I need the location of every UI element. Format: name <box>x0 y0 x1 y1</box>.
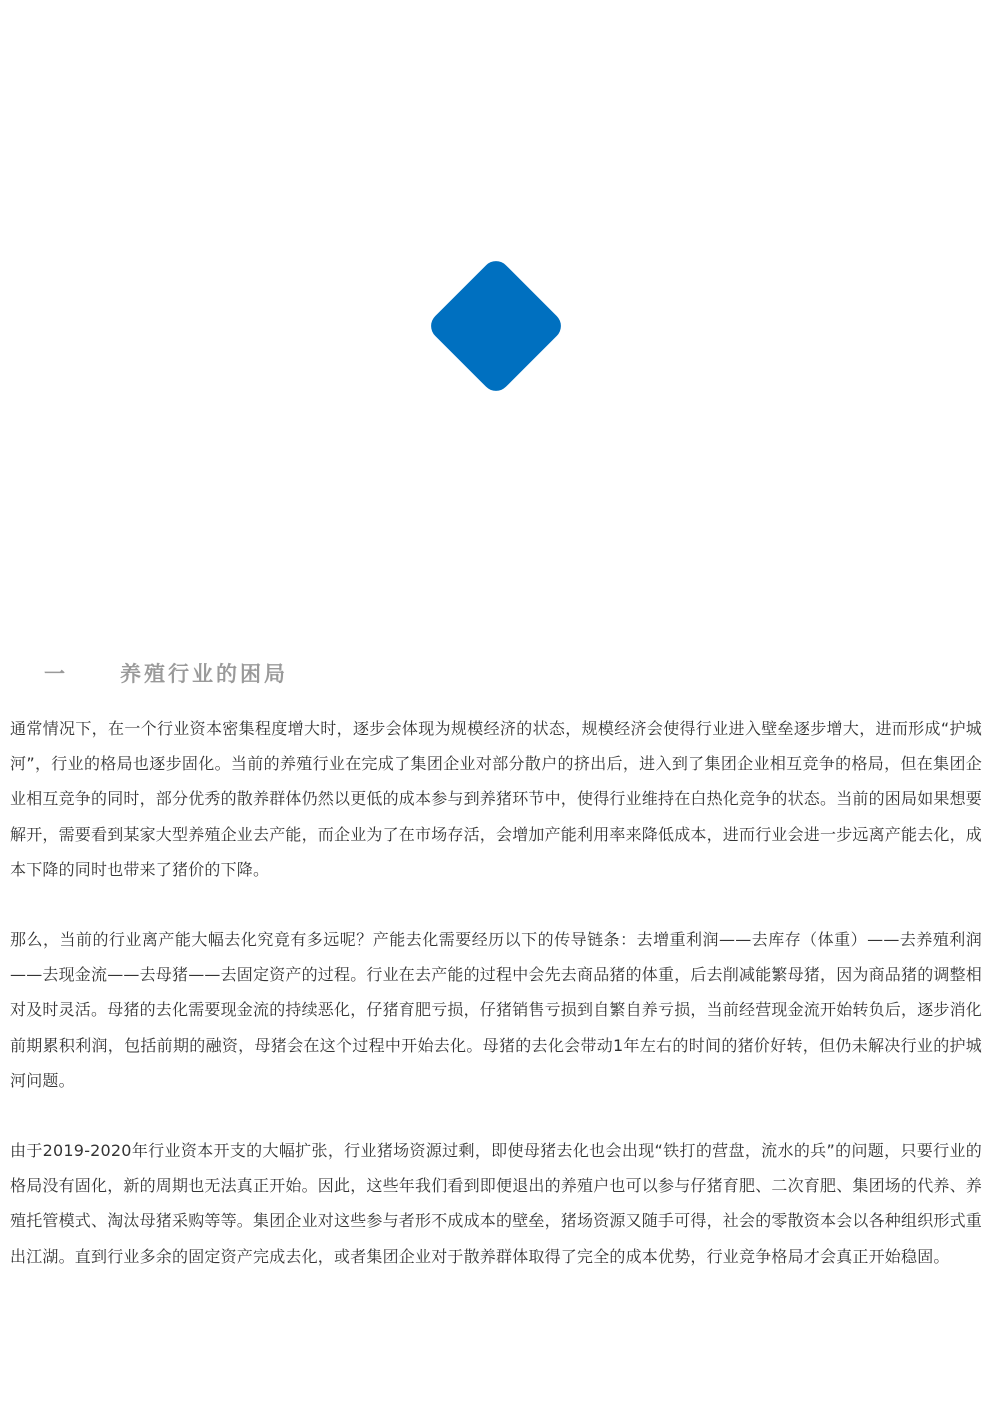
diamond-emblem <box>425 255 567 397</box>
section-number: 一 <box>44 662 68 686</box>
body-text <box>10 711 982 1309</box>
paragraph-2: 那么，当前的行业离产能大幅去化究竟有多远呢？产能去化需要经历以下的传导链条：去增重利润——去库存（体重）——去养殖利润——去现金流——去母猪——去固定资产的过程。行业在去产能的过程中会先去商品猪的体重，后去削减能繁母猪，因为商品猪的调整相对及时灵活。母猪的去化需要现金流的持续恶化，仔猪育肥亏损，仔猪销售亏损到自繁自养亏损，当前经营现金流开始转负后，逐步消化前期累积利润，包括前期的融资，母猪会在这个过程中开始去化。母猪的去化会带动1年左右的时间的猪价好转，但仍未解决行业的护城河问题。 <box>10 930 983 1090</box>
paragraph-3: 由于2019-2020年行业资本开支的大幅扩张，行业猪场资源过剩，即使母猪去化也会出现“铁打的营盘，流水的兵”的问题，只要行业的格局没有固化，新的周期也无法真正开始。因此，这些年我们看到即便退出的养殖户也可以参与仔猪育肥、二次育肥、集团场的代养、养殖托管模式、淘汰母猪采购等等。集团企业对这些参与者形不成成本的壁垒，猪场资源又随手可得，社会的零散资本会以各种组织形式重出江湖。直到行业多余的固定资产完成去化，或者集团企业对于散养群体取得了完全的成本优势，行业竞争格局才会真正开始稳固。 <box>10 1141 983 1266</box>
diamond-shape <box>425 255 566 396</box>
section-heading <box>44 656 288 690</box>
paragraph-1: 通常情况下，在一个行业资本密集程度增大时，逐步会体现为规模经济的状态，规模经济会使得行业进入壁垒逐步增大，进而形成“护城河”，行业的格局也逐步固化。当前的养殖行业在完成了集团企业对部分散户的挤出后，进入到了集团企业相互竞争的格局，但在集团企业相互竞争的同时，部分优秀的散养群体仍然以更低的成本参与到养猪环节中，使得行业维持在白热化竞争的状态。当前的困局如果想要解开，需要看到某家大型养殖企业去产能，而企业为了在市场存活，会增加产能利用率来降低成本，进而行业会进一步远离产能去化，成本下降的同时也带来了猪价的下降。 <box>10 719 983 879</box>
section-title: 养殖行业的困局 <box>120 662 288 686</box>
